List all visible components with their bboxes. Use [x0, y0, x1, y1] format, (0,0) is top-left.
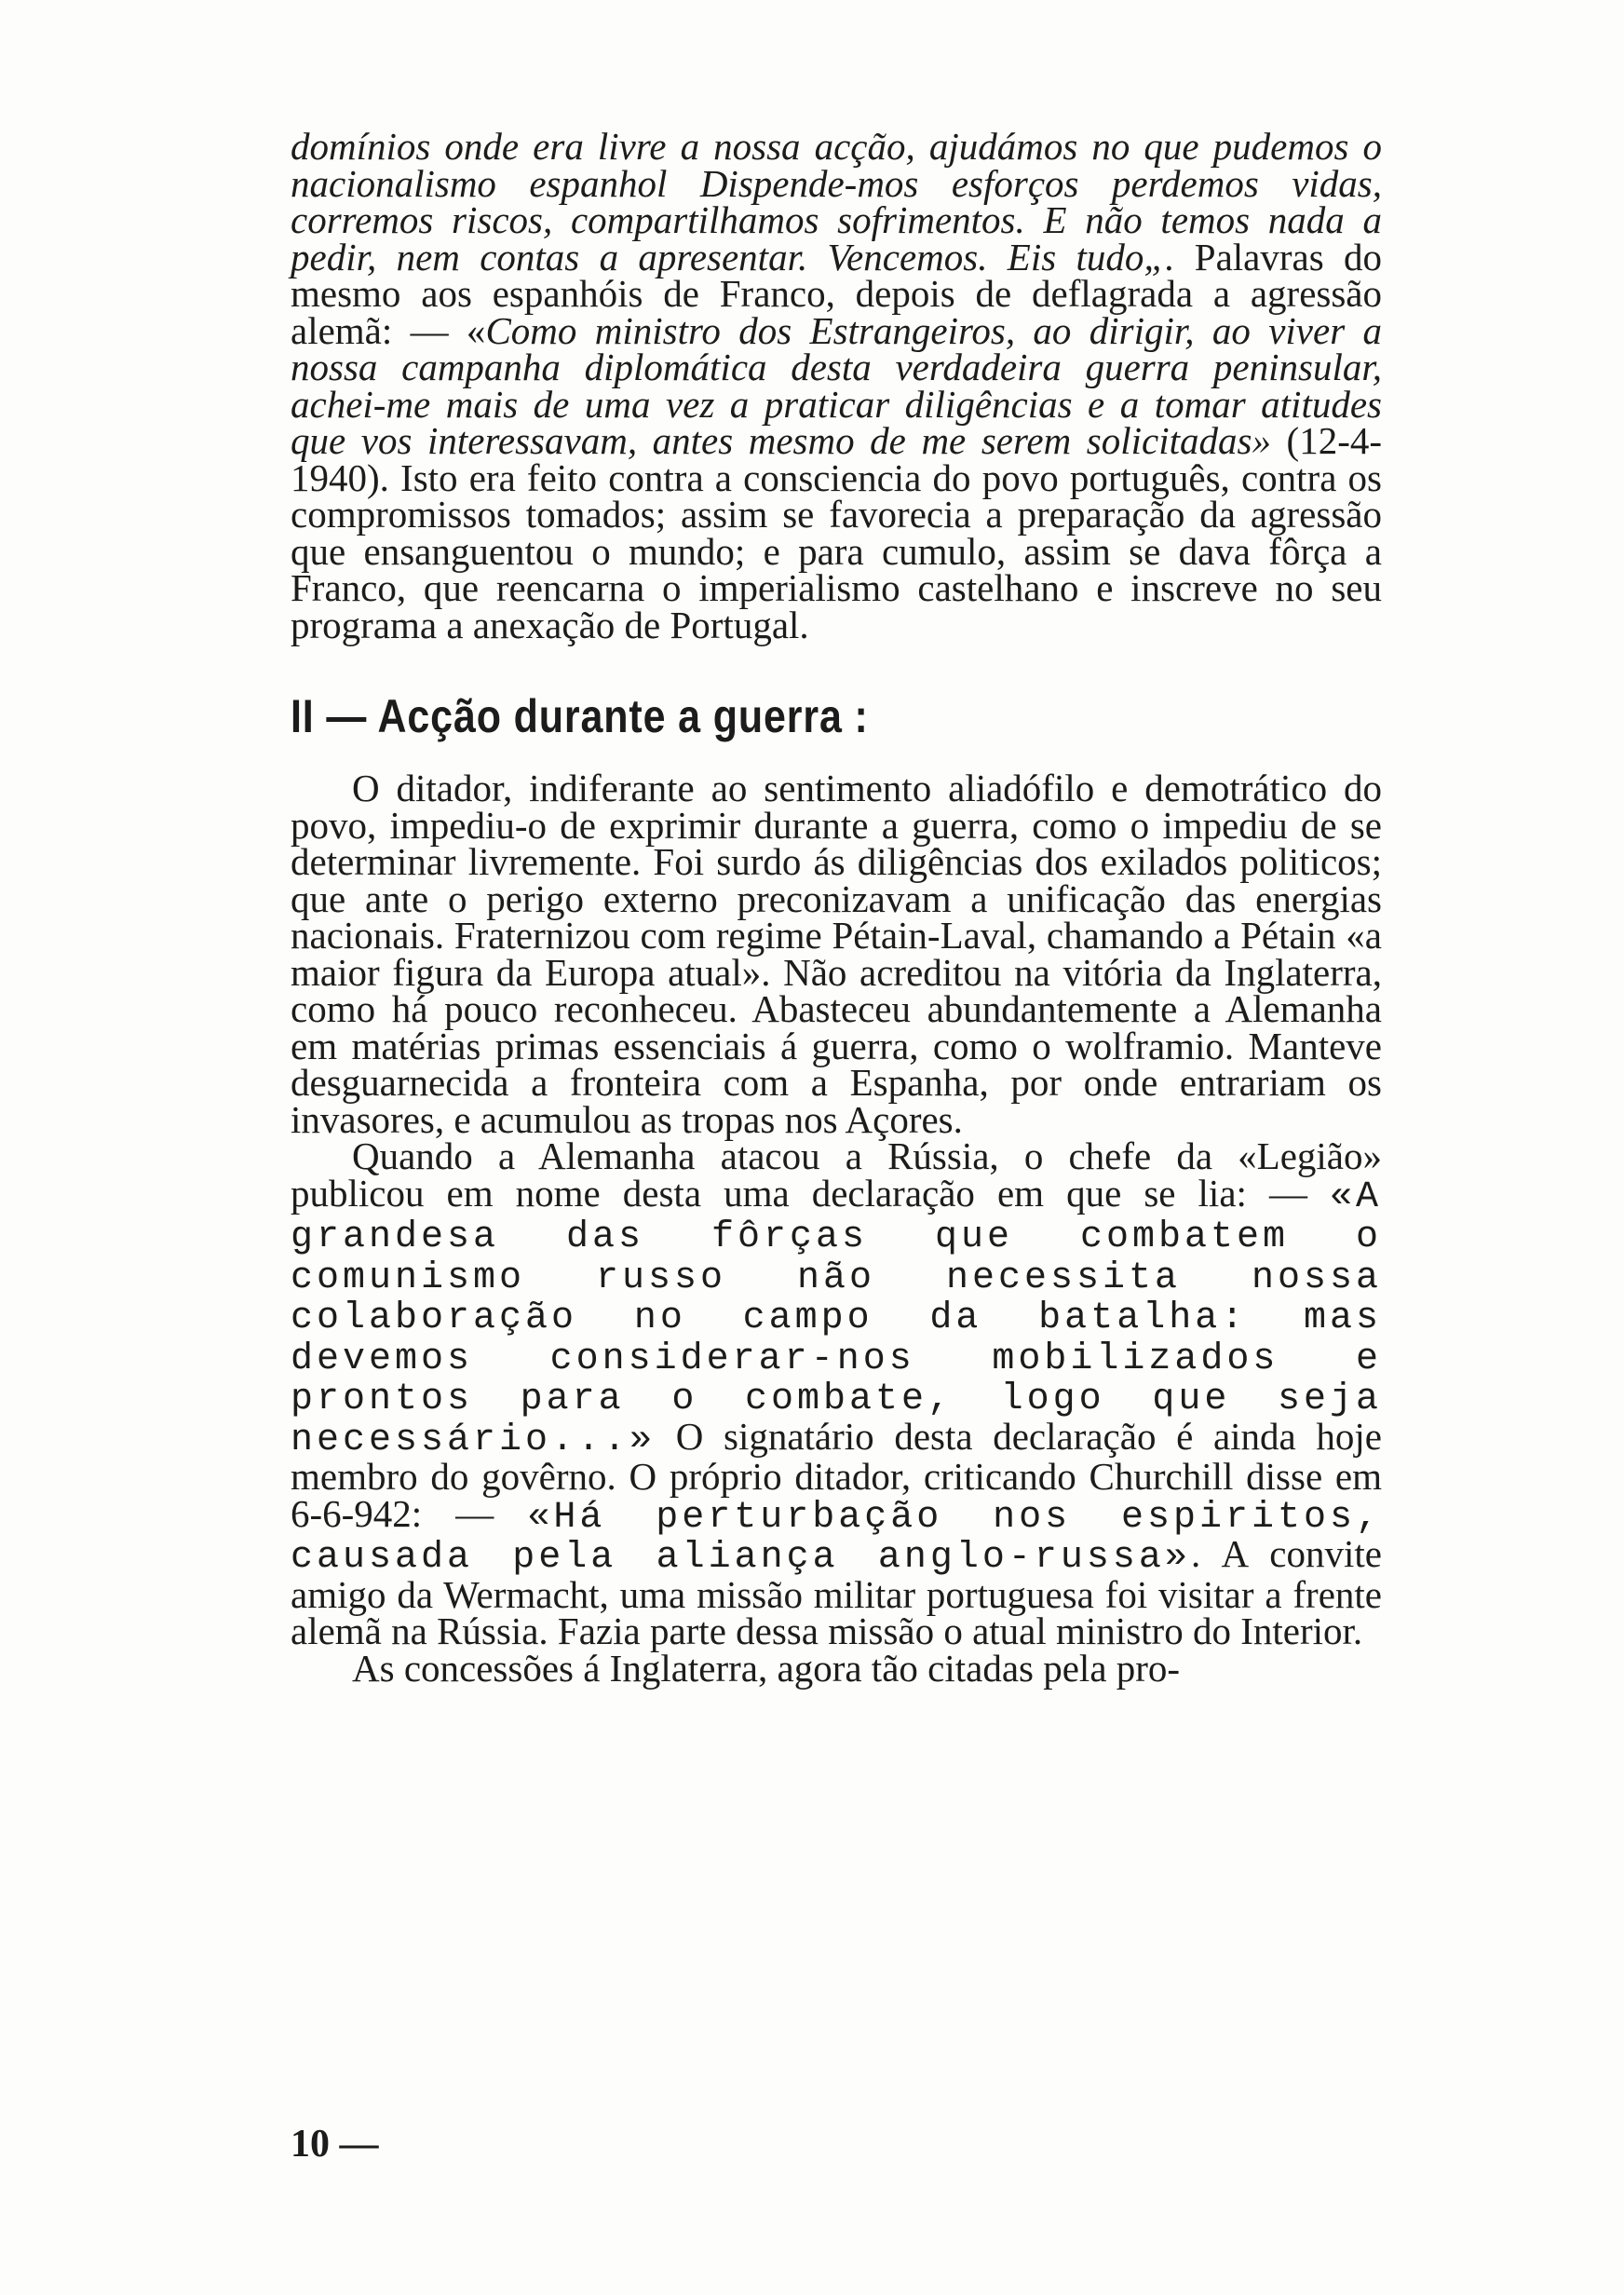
- text-consequence: (12-4-1940). Isto era feito contra a consciencia do povo português, contra os compromissos tomados; assim se favorecia a preparação da agressão que ensanguentou o mundo; e para cumulo, assim se dava fôrça a Franco, que reencarna o imperialismo castelhano e inscreve no seu programa a anexação de Portugal.: [291, 419, 1382, 646]
- paragraph-dictator-actions: O ditador, indiferante ao sentimento aliadófilo e demotrático do povo, impediu-o de exprimir durante a guerra, como o impediu de se determinar livremente. Foi surdo ás diligências dos exilados politicos; que ante o perigo externo preconizavam a unificação das energias nacionais. Fraternizou com regime Pétain-Laval, chamando a Pétain «a maior figura da Europa atual». Não acreditou na vitória da Inglaterra, como há pouco reconheceu. Abasteceu abundantemente a Alemanha em matérias primas essenciais á guerra, como o wolframio. Manteve desguarnecida a fronteira com a Espanha, por onde entrariam os invasores, e acumulou as tropas nos Açores.: [291, 767, 1382, 1141]
- paragraph-legion-declaration: [291, 1134, 1382, 1652]
- text-column: [291, 125, 1382, 1690]
- quote-minister-statement: Como ministro dos Estrangeiros, ao dirigir, ao viver a nossa campanha diplomática desta verdadeira guerra peninsular, achei-me mais de uma vez a praticar diligências e a tomar atitudes que vos interessavam, antes mesmo de me serem solicitadas»: [291, 308, 1382, 462]
- paragraph-concessions: As concessões á Inglaterra, agora tão citadas pela pro-: [352, 1646, 1181, 1690]
- text-military-mission: . A convite amigo da Wermacht, uma missão militar portuguesa foi visitar a frente alemã na Rússia. Fazia parte dessa missão o atual ministro do Interior.: [291, 1532, 1382, 1652]
- section-heading: II — Acção durante a guerra :: [291, 690, 869, 742]
- quote-speech-spaniards: domínios onde era livre a nossa acção, ajudámos no que pudemos o nacionalismo espanhol Dispende-mos esforços perdemos vidas, corremos riscos, compartilhamos sofrimentos. E não temos nada a pedir, nem contas a apresentar. Vencemos. Eis tudo„.: [291, 125, 1382, 278]
- text-legion-intro: Quando a Alemanha atacou a Rússia, o chefe da «Legião» publicou em nome desta uma declaração em que se lia: —: [291, 1134, 1382, 1215]
- paragraph-quote-franco: [291, 125, 1382, 646]
- quote-churchill-remark: «Há perturbação nos espiritos, causada pela aliança anglo-russa»: [291, 1496, 1382, 1579]
- text-signatory: O signatário desta declaração é ainda hoje membro do govêrno. O próprio ditador, criticando Churchill disse em 6-6-942: —: [291, 1414, 1382, 1535]
- text-words-to-franco: Palavras do mesmo aos espanhóis de Franco, depois de deflagrada a agressão alemã: — «: [291, 235, 1382, 352]
- page-number: 10 —: [291, 2123, 379, 2166]
- quote-legion-declaration: «A grandesa das fôrças que combatem o comunismo russo não necessita nossa colaboração no campo da batalha: mas devemos considerar-nos mobilizados e prontos para o combate, logo que seja necessário...»: [291, 1175, 1382, 1461]
